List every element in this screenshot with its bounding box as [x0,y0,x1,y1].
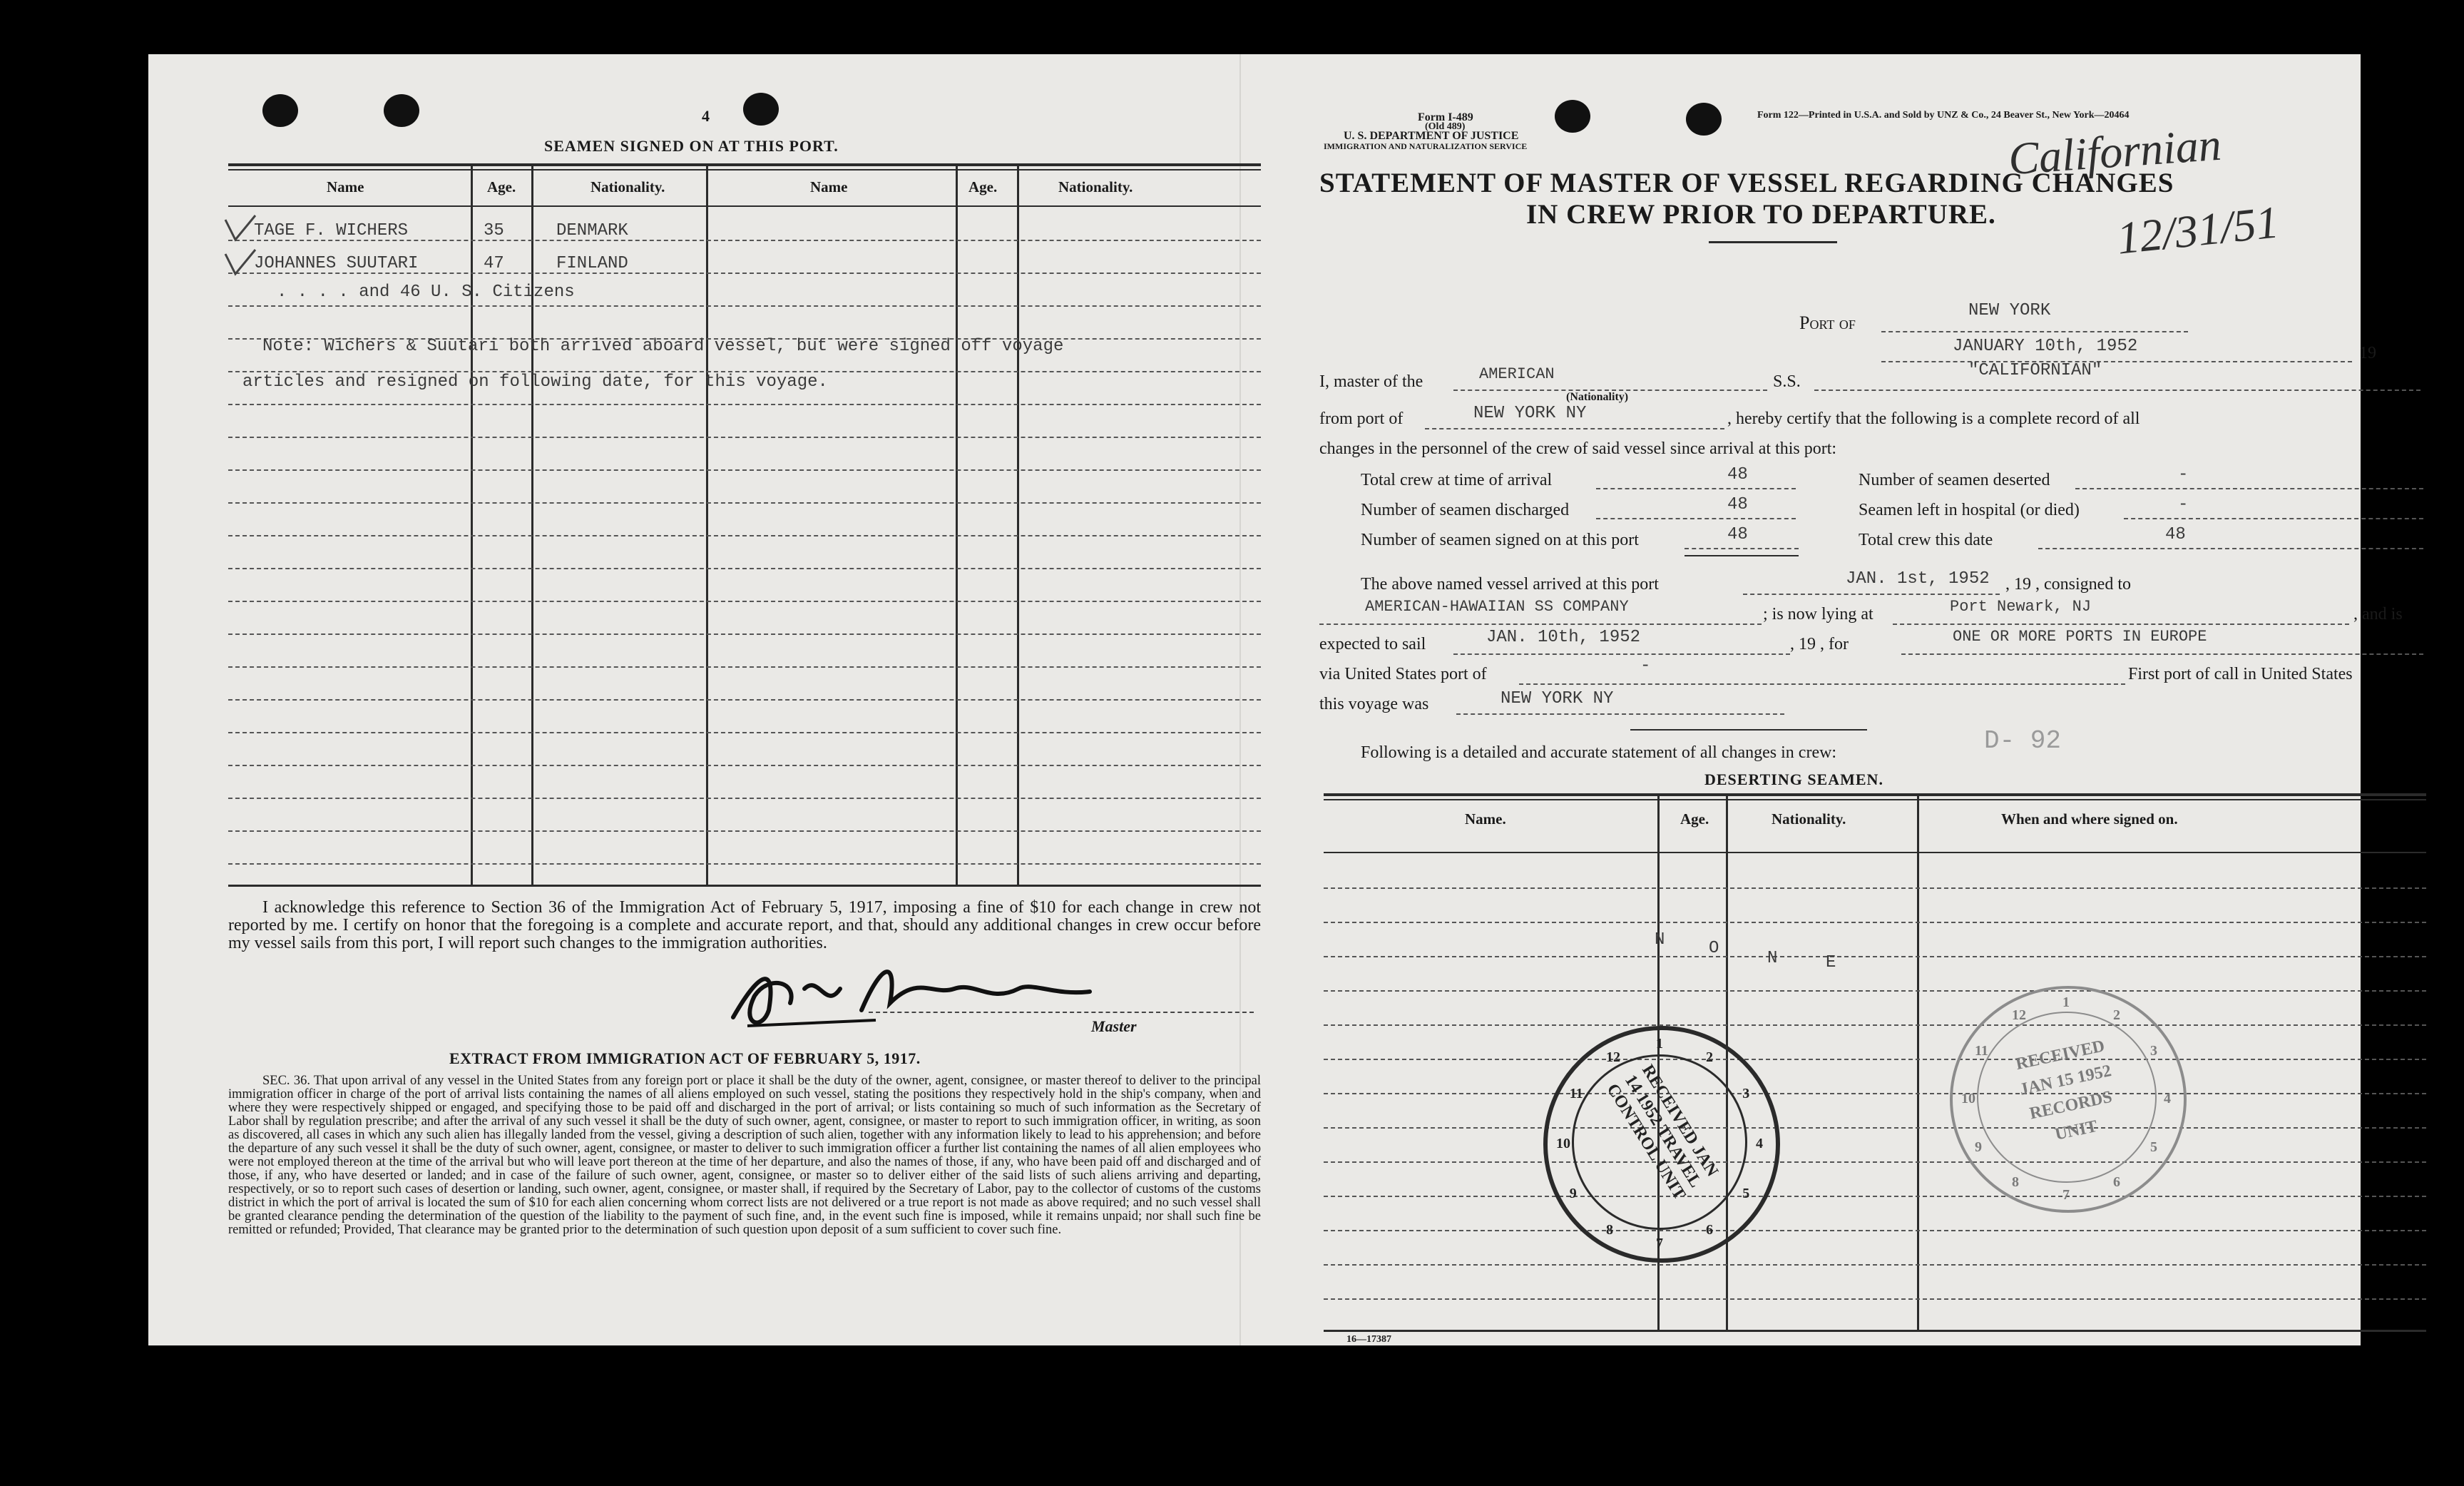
stamp-ring-number: 7 [1656,1236,1663,1251]
desert-line [1324,1230,2426,1231]
from-port-label: from port of [1319,409,1404,428]
acknowledgement: I acknowledge this reference to Section 36 of the Immigration Act of February 5, 1917, imposing a fine of $10 for each change in crew not reported by me. I certify on honor that the foregoing is a complete and accurate report, and that, should any additional changes in crew occur before my vessel sails from this port, I will report such changes to the immigration authorities. [228,898,1261,952]
desert-line [1324,1196,2426,1197]
stamp-ring-number: 6 [2113,1174,2120,1190]
desert-header-rule [1324,852,2426,853]
via-label: via United States port of [1319,665,1487,683]
table-line [228,765,1261,766]
desert-table-bottom [1324,1330,2426,1332]
ss-label: S.S. [1773,372,1801,391]
stat-label: Number of seamen deserted [1859,471,2050,489]
stamp-ring-number: 9 [1569,1186,1577,1201]
deserting-title: DESERTING SEAMEN. [1704,770,1883,788]
master-signature [719,946,1118,1039]
port-label: Port of [1799,312,1856,333]
table-line [228,568,1261,569]
seaman-nationality: DENMARK [556,221,628,240]
punch-hole [1555,100,1590,133]
table-line [228,404,1261,405]
table-line [228,666,1261,668]
changes-text: changes in the personnel of the crew of said vessel since arrival at this port: [1319,439,1837,458]
note-line-2: articles and resigned on following date, for this voyage. [242,372,828,392]
desert-line [1324,1298,2426,1300]
handwritten-date: 12/31/51 [2114,196,2281,264]
voyage-label: this voyage was [1319,695,1429,713]
table-line [228,830,1261,832]
signature-line [869,1012,1254,1013]
sail-label: expected to sail [1319,635,1426,653]
table-row [254,254,418,273]
page-number: 4 [702,107,710,125]
port-line [1881,331,2188,332]
form-title-line-2: IN CREW PRIOR TO DEPARTURE. [1526,199,1996,230]
stamp-ring-number: 3 [2149,1042,2157,1059]
desert-line [1324,990,2426,992]
stat-value: 48 [1727,465,1748,484]
ship-name: "CALIFORNIAN" [1968,361,2102,380]
form-number: Form I-489 [1418,111,1473,123]
column-header-nationality-2: Nationality. [1058,178,1133,195]
citizens-line: . . . . and 46 U. S. Citizens [277,283,575,302]
none-letter: N [1655,930,1665,950]
col-divider [706,166,708,887]
stat-label: Total crew this date [1859,531,1993,549]
stat-line [2075,488,2423,489]
punch-hole [743,93,779,126]
stat-value: - [2178,465,2189,484]
table-line [228,601,1261,602]
check-marks [220,213,262,291]
punch-hole [262,94,298,127]
punch-hole [1686,103,1722,136]
stamp-ring-number: 1 [1656,1036,1663,1052]
stamp-ring-number: 4 [1756,1136,1763,1151]
form-old-number: (Old 489) [1425,121,1466,132]
date-year-suffix: 19 [2359,344,2376,362]
via-line [1519,683,2125,685]
table-line [228,633,1261,635]
seaman-age: 47 [484,254,504,273]
master-label: Master [1091,1017,1137,1035]
service-name: IMMIGRATION AND NATURALIZATION SERVICE [1324,141,1528,151]
stamp-ring-number: 4 [2164,1091,2171,1106]
arrived-label: The above named vessel arrived at this port [1361,575,1659,594]
desert-line [1324,1127,2426,1129]
extract-title: EXTRACT FROM IMMIGRATION ACT OF FEBRUARY 5, 1917. [449,1049,921,1067]
punch-hole [384,94,419,127]
stat-value: - [2178,495,2189,514]
table-row [254,221,408,240]
table-line [228,305,1261,307]
none-letter: N [1767,949,1778,968]
from-port-value: NEW YORK NY [1473,404,1587,423]
left-section-title: SEAMEN SIGNED ON AT THIS PORT. [544,137,839,155]
desert-line [1324,1024,2426,1026]
lying-label: ; is now lying at [1763,605,1873,624]
for-label: , 19 , for [1790,635,1849,653]
col-divider [1017,166,1019,887]
received-stamp-travel-control [1543,1026,1780,1263]
and-is: , and is [2353,605,2403,624]
note-line-1: Note: Wichers & Suutari both arrived aboard vessel, but were signed off voyage [262,337,1064,356]
from-port-line [1425,428,1724,429]
table-line [228,535,1261,536]
title-underline [1709,241,1837,243]
stamp-ring-number: 8 [2012,1174,2019,1190]
stamp-text: RECEIVED JAN 15 1952 RECORDS UNIT [2014,1037,2114,1144]
lying-line [1893,624,2349,625]
column-header-age-2: Age. [968,178,998,195]
seaman-name: TAGE F. WICHERS [254,221,409,240]
stamp-ring-number: 12 [2012,1007,2026,1024]
stat-value: 48 [1727,495,1748,514]
seaman-nationality: FINLAND [556,254,628,273]
stamp-ring-number: 5 [1742,1186,1750,1201]
nationality-value: AMERICAN [1479,365,1555,383]
stamp-ring-number: 11 [1975,1042,1988,1059]
consignee: AMERICAN-HAWAIIAN SS COMPANY [1365,598,1629,616]
stat-label: Number of seamen signed on at this port [1361,531,1639,549]
document-sheet [148,54,2403,1345]
desert-line [1324,1093,2426,1094]
voyage-underline [1630,729,1867,731]
handwritten-vessel: Californian [2006,118,2223,185]
first-port-label: First port of call in United States [2128,665,2353,683]
footer-code: 16—17387 [1346,1334,1391,1345]
col-divider [531,166,533,887]
stat-value: 48 [2165,525,2186,544]
certify-text: , hereby certify that the following is a complete record of all [1727,409,2140,428]
stat-line [1596,488,1796,489]
column-header-name: Name [327,178,364,195]
stamp-ring-number: 10 [1556,1136,1570,1151]
arrived-line [1743,594,2000,595]
stat-line [2038,548,2423,549]
date-value: JANUARY 10th, 1952 [1953,337,2138,356]
received-stamp-records-unit [1950,986,2187,1213]
stamp-ring-number: 6 [1706,1222,1713,1238]
col-divider [471,166,473,887]
stamp-ring-number: 2 [1706,1049,1713,1065]
stat-underline [1685,555,1799,556]
desert-header-name: Name. [1465,810,1506,828]
desert-line [1324,1161,2426,1163]
desert-header-signed: When and where signed on. [2001,810,2178,828]
desert-table-top [1324,793,2426,796]
seaman-age: 35 [484,221,504,240]
desert-header-nationality: Nationality. [1772,810,1846,828]
stamp-ring-number: 8 [1606,1222,1613,1238]
stamp-ring-number: 10 [1961,1091,1975,1106]
stamp-text: RECEIVED JAN 14 1952 TRAVEL CONTROL UNIT [1602,1061,1722,1203]
consignee-line [1319,624,1762,625]
via-value: - [1640,656,1651,676]
stamp-ring-number: 12 [1606,1049,1620,1065]
col-divider [956,166,958,887]
header-rule [228,205,1261,207]
table-top-rule [228,163,1261,166]
stat-value: 48 [1727,525,1748,544]
desert-table-top-thin [1324,799,2426,800]
column-header-nationality: Nationality. [591,178,665,195]
desert-line [1324,1264,2426,1266]
table-line [228,699,1261,701]
lying-at: Port Newark, NJ [1950,598,2092,616]
column-header-name-2: Name [810,178,848,195]
voyage-value: NEW YORK NY [1501,689,1614,708]
none-letter: O [1709,939,1719,958]
desert-line [1324,922,2426,923]
table-bottom-rule [228,885,1261,887]
stamp-ring-number: 7 [2062,1187,2070,1203]
stamp-ring-number: 2 [2113,1007,2120,1024]
nationality-caption: (Nationality) [1566,391,1629,403]
arrived-date: JAN. 1st, 1952 [1846,569,1990,589]
consigned-label: , 19 , consigned to [2005,575,2131,594]
sail-date: JAN. 10th, 1952 [1486,628,1641,647]
ship-line [1814,390,2420,391]
table-line [228,437,1261,438]
table-line [228,798,1261,799]
agency-name: U. S. DEPARTMENT OF JUSTICE [1344,130,1519,142]
seaman-name: JOHANNES SUUTARI [254,254,419,273]
form-title-line-1: STATEMENT OF MASTER OF VESSEL REGARDING CHANGES [1319,168,2174,198]
desert-header-age: Age. [1680,810,1709,828]
following-marks: D- 92 [1984,726,2062,755]
master-of-label: I, master of the [1319,372,1423,391]
desert-col-divider [1917,796,1919,1331]
table-top-rule-thin [228,169,1261,171]
date-line [1881,361,2352,362]
stat-line [1596,518,1796,519]
desert-line [1324,887,2426,889]
stat-label: Number of seamen discharged [1361,501,1570,519]
desert-line [1324,1059,2426,1060]
stamp-ring-number: 5 [2149,1139,2157,1155]
stamp-ring-number: 1 [2062,994,2070,1010]
table-line [228,502,1261,504]
extract-text: SEC. 36. That upon arrival of any vessel in the United States from any foreign port or place it shall be the duty of the owner, agent, consignee, or master thereof to deliver to the principal immigration officer in charge of the port of arrival lists containing the names of all aliens employed on such vessel, stating the positions they respectively hold in the ship's company, when and where they were respectively shipped or engaged, and specifying those to be paid off and discharged in the port of arrival; or lists containing so much of such information as the Secretary of Labor shall by regulation prescribe; and after the arrival of any such vessel it shall be the duty of such owner, agent, consignee, or master to report to such immigration officer, in writing, as soon as discovered, all cases in which any such alien has illegally landed from the vessel, giving a description of such alien, together with any information likely to lead to his apprehension; and before the departure of any such vessel it shall be the duty of such owner, agent, consignee, or master to deliver to such immigration officer a further list containing the names of all alien employees who were not employed thereon at the time of the arrival but who will leave port thereon at the time of her departure, and also the names of those, if any, who have been paid off and discharged and of those, if any, who have deserted or landed; and in case of the failure of such owner, agent, consignee, or master so to deliver either of the said lists of such aliens arriving and departing, respectively, or so to report such cases of desertion or landing, such owner, agent, consignee, or master shall, if required by the Secretary of Labor, pay to the collector of customs of the customs district in which the port of arrival is located the sum of $10 for each alien concerning whom correct lists are not delivered or a true report is not made as above required; and no such vessel shall be granted clearance pending the determination of the question of the liability to the payment of such fine, and, in the event such fine is imposed, while it remains unpaid; nor shall such fine be remitted or refunded; Provided, That clearance may be granted prior to the determination of such question upon deposit of a sum sufficient to cover such fine. [228,1074,1261,1237]
stat-line [1685,548,1799,549]
column-header-age: Age. [487,178,516,195]
stamp-ring-number: 9 [1975,1139,1983,1155]
destination: ONE OR MORE PORTS IN EUROPE [1953,628,2207,646]
destination-line [1901,653,2423,655]
table-line [228,469,1261,471]
voyage-line [1456,713,1784,715]
following-label: Following is a detailed and accurate statement of all changes in crew: [1361,743,1837,762]
table-line [228,863,1261,865]
stat-label: Total crew at time of arrival [1361,471,1553,489]
none-letter: E [1826,953,1836,972]
stat-line [2124,518,2423,519]
stat-label: Seamen left in hospital (or died) [1859,501,2080,519]
port-value: NEW YORK [1968,301,2051,320]
desert-line [1324,956,2426,957]
stamp-ring-number: 3 [1742,1086,1750,1101]
stamp-ring-number: 11 [1569,1086,1583,1101]
printer-note: Form 122—Printed in U.S.A. and Sold by UNZ & Co., 24 Beaver St., New York—20464 [1757,110,2130,121]
sail-line [1453,653,1790,655]
table-line [228,732,1261,733]
